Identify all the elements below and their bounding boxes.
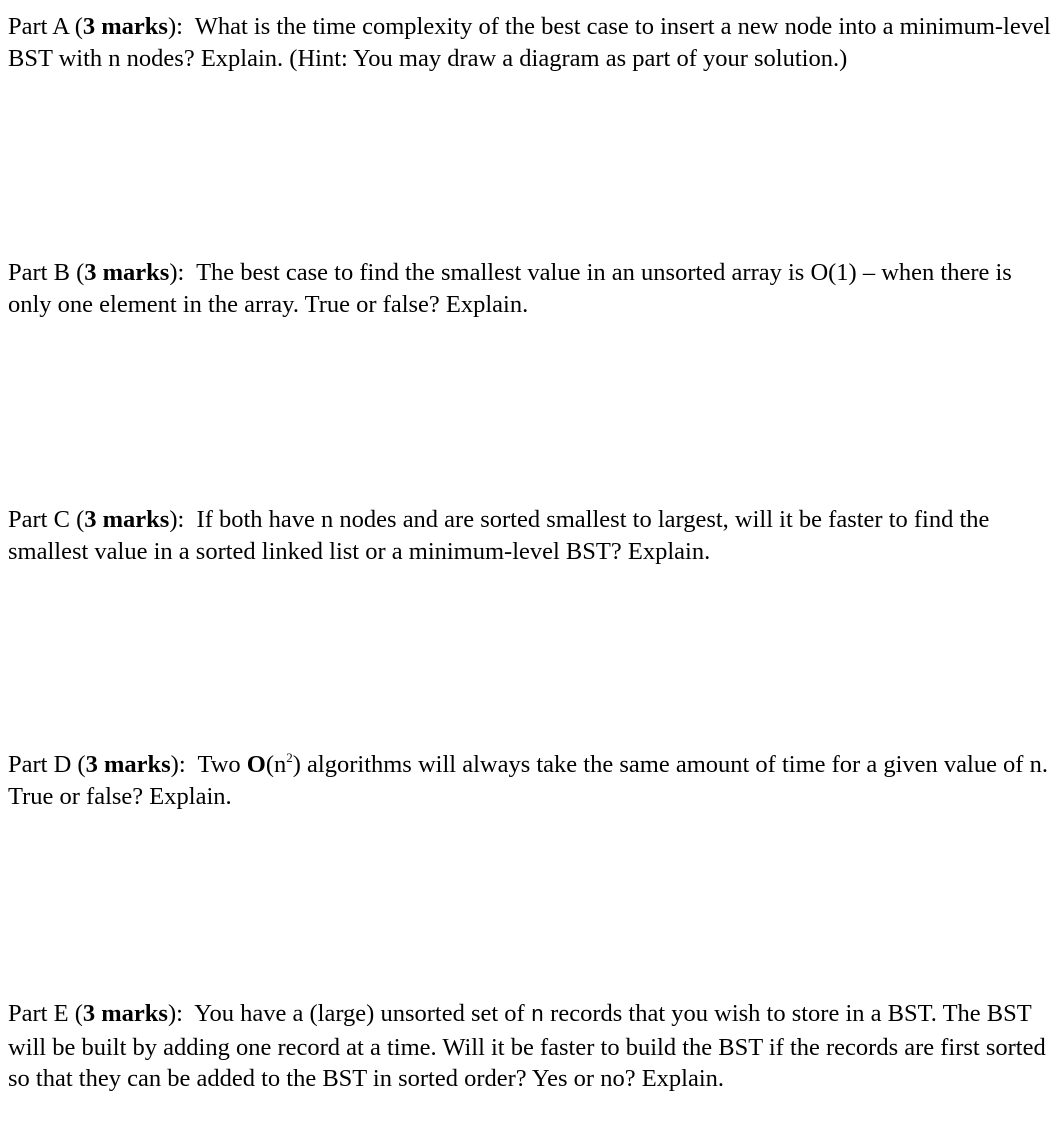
question-text-before: You have a (large) unsorted set of bbox=[194, 1000, 531, 1027]
code-variable: n bbox=[530, 1003, 545, 1028]
marks-label: 3 marks bbox=[85, 751, 171, 778]
question-part-b: Part B (3 marks): The best case to find the smallest value in an unsorted array is O(1) – when there is only one element in the array. True or false? Explain. bbox=[8, 259, 1012, 318]
question-text: If both have n nodes and are sorted smallest to largest, will it be faster to find the smallest value in a sorted linked list or a minimum-level BST? Explain. bbox=[8, 506, 990, 565]
question-text: What is the time complexity of the best case to insert a new node into a minimum-level BST with n nodes? Explain. (Hint: You may draw a diagram as part of your solution.) bbox=[8, 13, 1051, 72]
marks-label: 3 marks bbox=[84, 259, 170, 286]
question-part-c: Part C (3 marks): If both have n nodes and are sorted smallest to largest, will it be faster to find the smallest value in a sorted linked list or a minimum-level BST? Explain. bbox=[8, 506, 990, 565]
part-label: Part A bbox=[8, 13, 69, 40]
question-text: The best case to find the smallest value in an unsorted array is O(1) – when there is only one element in the array. True or false? Explain. bbox=[8, 259, 1012, 318]
paren-open: (n bbox=[265, 751, 287, 778]
exponent: 2 bbox=[286, 750, 293, 765]
question-part-d: Part D (3 marks): Two $O(n^2)$ algorithms will always take the same amount of time for a given value of n. True or false? Explain. bbox=[8, 750, 1048, 810]
marks-label: 3 marks bbox=[84, 506, 170, 533]
question-part-e: Part E (3 marks): You have a (large) unsorted set of n records that you wish to store in a BST. The BST will be built by adding one record at a time. Will it be faster to build the BST if the records are first sorted so that they can be added to the BST in sorted order? Yes or no? Explain. bbox=[8, 1000, 1046, 1092]
part-label: Part C bbox=[8, 506, 70, 533]
question-part-a: Part A (3 marks): What is the time complexity of the best case to insert a new node into a minimum-level BST with n nodes? Explain. (Hint: You may draw a diagram as part of your solution.) bbox=[8, 13, 1051, 72]
marks-label: 3 marks bbox=[82, 13, 168, 40]
marks-label: 3 marks bbox=[82, 1000, 168, 1027]
question-text-after: ) algorithms will always take the same amount of time for a given value of n. True or false? Explain. bbox=[8, 751, 1048, 810]
part-label: Part E bbox=[8, 1000, 69, 1027]
part-label: Part D bbox=[8, 751, 72, 778]
part-label: Part B bbox=[8, 259, 70, 286]
question-text-after: records that you wish to store in a BST. The BST will be built by adding one record at a time. Will it be faster to build the BST if the records are first sorted so that they can be added to the BST in sorted order? Yes or no? Explain. bbox=[8, 1000, 1046, 1092]
question-text-before: Two bbox=[197, 751, 247, 778]
big-o-symbol: O bbox=[246, 751, 266, 778]
